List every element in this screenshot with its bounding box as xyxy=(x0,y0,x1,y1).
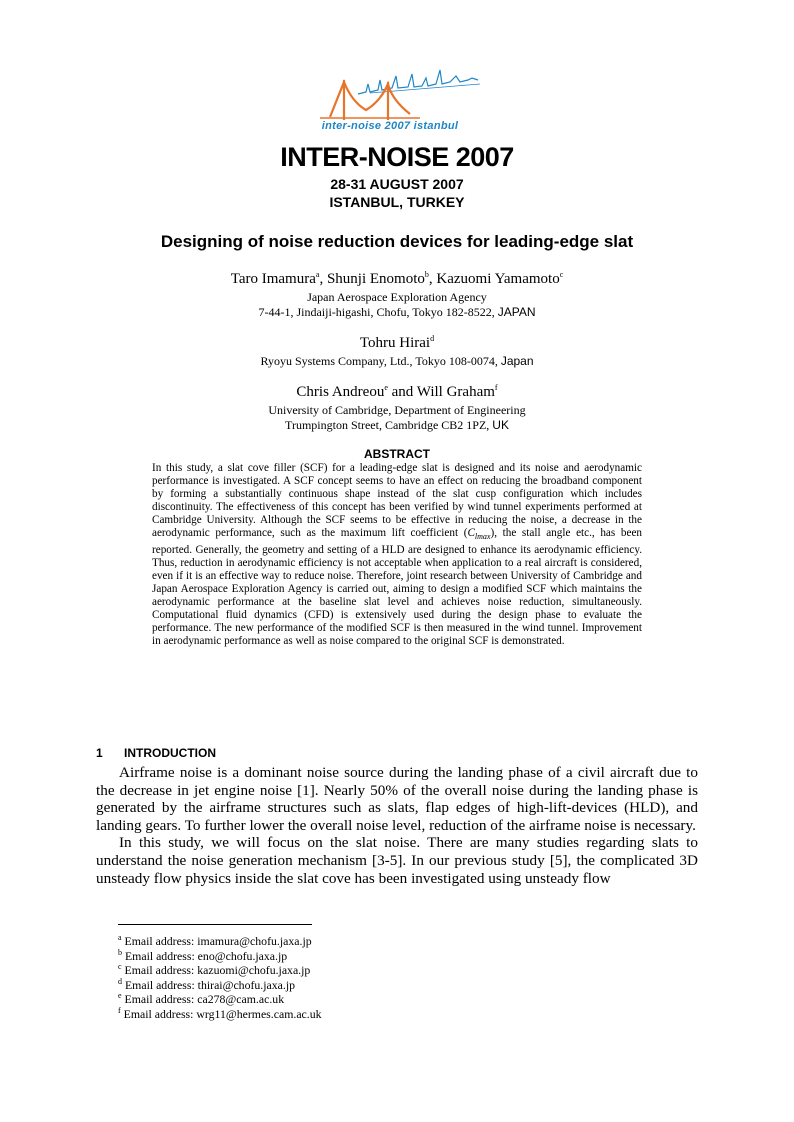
address-text: 7-44-1, Jindaiji-higashi, Chofu, Tokyo 182-8522, xyxy=(258,305,495,319)
author-name: Will Graham xyxy=(416,384,495,400)
conjunction: and xyxy=(387,384,417,400)
author-name: Taro Imamura xyxy=(230,271,316,287)
address-line xyxy=(0,354,794,369)
abstract-text: ), the stall angle etc., has been reported. Generally, the geometry and setting of a HLD are designed to enhance its aerodynamic efficiency. Thus, reduction in aerodynamic efficiency is not acceptable when application to a real aircraft is considered, even if it is an effective way to reduce noise. Therefore, joint research between University of Cambridge and Japan Aerospace Exploration Agency is carried out, aiming to design a modified SCF which maintains the aerodynamic performance at the baseline slat level and achieves noise reduction, simultaneously. Computational fluid dynamics (CFD) is extensively used during the design phase to evaluate the performance. The new performance of the modified SCF is then measured in the wind tunnel. Improvement in aerodynamic performance as well as noise compared to the original SCF is demonstrated. xyxy=(152,527,642,648)
footnote xyxy=(118,934,322,949)
paragraph: Airframe noise is a dominant noise source during the landing phase of a civil aircraft due to the decrease in jet engine noise [1]. Nearly 50% of the overall noise during the landing phase is generated by the airframe structures such as slats, flap edges of high-lift-devices (HLD), and landing gears. To further lower the overall noise level, reduction of the airframe noise is necessary. xyxy=(96,764,698,834)
affiliation-line: University of Cambridge, Department of Engineering xyxy=(268,403,526,417)
footnote-text: Email address: thirai@chofu.jaxa.jp xyxy=(124,977,296,992)
section-body xyxy=(96,764,698,887)
skyline-graphic xyxy=(358,70,480,94)
paper-title: Designing of noise reduction devices for leading-edge slat xyxy=(160,232,634,251)
footnote-text: Email address: wrg11@hermes.cam.ac.uk xyxy=(123,1006,322,1021)
footnote-mark: d xyxy=(118,976,122,986)
author-mark: f xyxy=(494,383,498,392)
footnote xyxy=(118,978,322,993)
author-line-1 xyxy=(0,271,794,288)
footnote-text: Email address: ca278@cam.ac.uk xyxy=(124,992,285,1006)
footnote-text: Email address: kazuomi@chofu.jaxa.jp xyxy=(124,963,311,977)
author-line-2 xyxy=(0,335,794,352)
bridge-graphic xyxy=(320,80,420,120)
footnote-mark: f xyxy=(118,1005,121,1015)
country: UK xyxy=(492,418,509,432)
author-mark: d xyxy=(430,334,435,343)
footnote-mark: a xyxy=(118,933,122,943)
author-mark: e xyxy=(384,383,388,392)
section-heading xyxy=(96,746,216,760)
footnote-text: Email address: eno@chofu.jaxa.jp xyxy=(124,948,288,963)
abstract-heading: ABSTRACT xyxy=(364,447,430,461)
abstract-body xyxy=(152,462,642,649)
author-name: Shunji Enomoto xyxy=(326,271,425,287)
abstract-text: In this study, a slat cove filler (SCF) for a leading-edge slat is designed and its noise and aerodynamic performance is investigated. A SCF concept seems to have an effect on reducing the broadband component by forming a substantially continuous shape instead of the slat cusp configuration which includes discontinuity. The effectiveness of this concept has been verified by wind tunnel experiments performed at Cambridge University. Although the SCF seems to be effective in reducing the noise, a decrease in the aerodynamic performance, such as the maximum lift coefficient ( xyxy=(152,462,642,540)
conference-title: INTER-NOISE 2007 xyxy=(280,142,514,172)
footnote xyxy=(118,992,322,1007)
math-symbol: $C_{lmax}$ xyxy=(467,527,491,542)
footnote xyxy=(118,963,322,978)
section-number: 1 xyxy=(96,746,103,760)
country: JAPAN xyxy=(497,305,536,319)
author-line-3 xyxy=(0,384,794,401)
separator: , xyxy=(428,271,437,287)
author-mark: b xyxy=(424,270,429,279)
section-title: INTRODUCTION xyxy=(124,746,216,760)
footnote-mark: b xyxy=(118,947,122,957)
paragraph: In this study, we will focus on the slat noise. There are many studies regarding slats to understand the noise generation mechanism [3-5]. In our previous study [5], the complicated 3D unsteady flow physics inside the slat cove has been investigated using unsteady flow xyxy=(96,834,698,887)
footnotes xyxy=(118,934,322,1021)
footnote xyxy=(118,1007,322,1022)
author-name: Kazuomi Yamamoto xyxy=(436,271,560,287)
address-line xyxy=(0,305,794,320)
country: Japan xyxy=(500,354,534,368)
address-line xyxy=(0,418,794,433)
author-mark: c xyxy=(559,270,564,279)
conference-location: ISTANBUL, TURKEY xyxy=(329,194,465,210)
footnote xyxy=(118,949,322,964)
address-text: Trumpington Street, Cambridge CB2 1PZ, xyxy=(285,418,490,432)
address-text: Ryoyu Systems Company, Ltd., Tokyo 108-0074, xyxy=(260,354,498,368)
footnote-mark: c xyxy=(118,962,122,972)
footnote-text: Email address: imamura@chofu.jaxa.jp xyxy=(124,934,312,948)
affiliation-line: Japan Aerospace Exploration Agency xyxy=(307,290,487,304)
conference-dates: 28-31 AUGUST 2007 xyxy=(330,176,464,192)
author-name: Tohru Hirai xyxy=(359,335,431,351)
footnote-rule xyxy=(118,924,312,925)
math-subscript: lmax xyxy=(474,532,491,542)
footnote-mark: e xyxy=(118,991,122,1001)
author-mark: a xyxy=(315,270,320,279)
logo-wordmark: inter-noise 2007 istanbul xyxy=(321,120,459,132)
author-name: Chris Andreou xyxy=(296,384,385,400)
separator: , xyxy=(319,271,327,287)
